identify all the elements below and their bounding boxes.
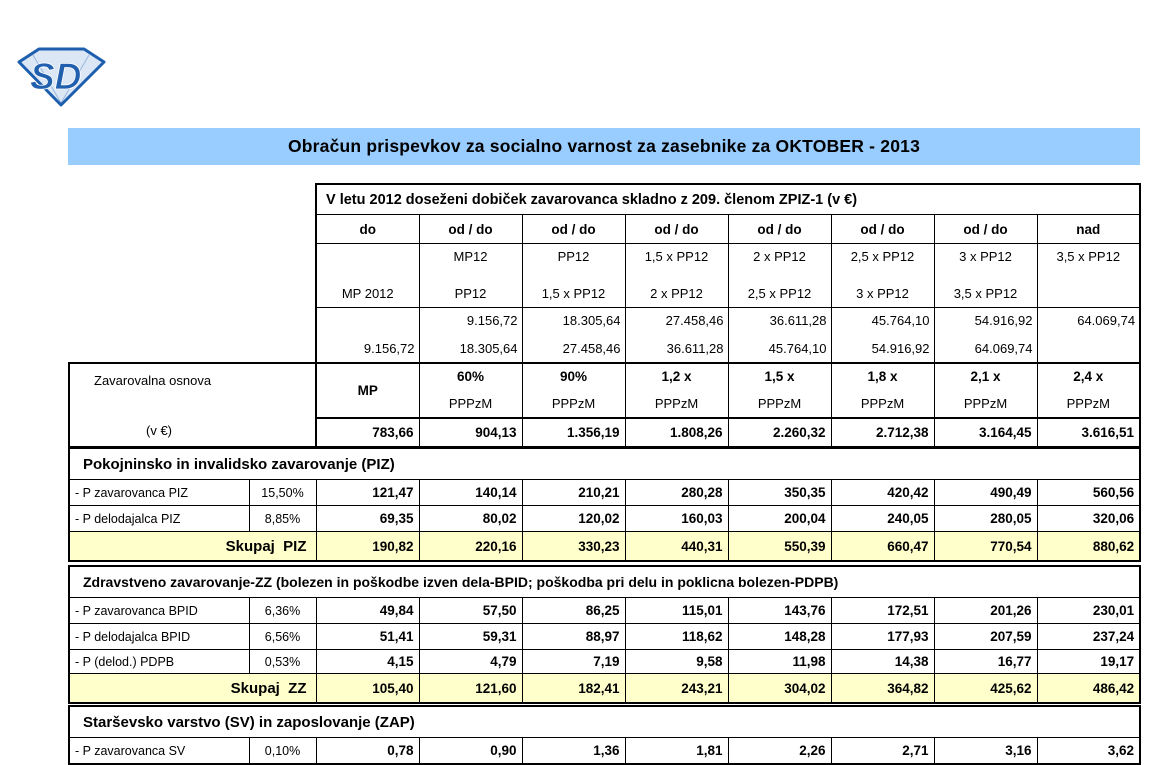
- row-label: - P delodajalca PIZ: [69, 506, 249, 532]
- bound-value-cell: 64.069,74: [1037, 308, 1140, 364]
- base-name-cell: 60% PPPzM: [419, 363, 522, 418]
- base-row-label-line2: (v €): [146, 422, 172, 438]
- value-cell: 2,26: [728, 738, 831, 765]
- value-cell: 115,01: [625, 598, 728, 624]
- value-cell: 420,42: [831, 480, 934, 506]
- value-cell: 237,24: [1037, 624, 1140, 650]
- value-cell: 177,93: [831, 624, 934, 650]
- value-cell: 280,05: [934, 506, 1037, 532]
- value-cell: 0,78: [316, 738, 419, 765]
- base-name-cell: 1,5 x PPPzM: [728, 363, 831, 418]
- row-label: - P (delod.) PDPB: [69, 650, 249, 674]
- value-cell: 280,28: [625, 480, 728, 506]
- total-value-cell: 660,47: [831, 532, 934, 562]
- range-header: nad: [1037, 215, 1140, 244]
- value-cell: 88,97: [522, 624, 625, 650]
- base-name-cell: 2,1 x PPPzM: [934, 363, 1037, 418]
- value-cell: 120,02: [522, 506, 625, 532]
- rate-cell: 15,50%: [249, 480, 316, 506]
- base-name-cell: MP: [316, 363, 419, 418]
- value-cell: 11,98: [728, 650, 831, 674]
- company-logo: [15, 45, 108, 108]
- bound-name-cell: 1,5 x PP12 2 x PP12: [625, 244, 728, 308]
- total-value-cell: 190,82: [316, 532, 419, 562]
- range-header: od / do: [522, 215, 625, 244]
- value-cell: 560,56: [1037, 480, 1140, 506]
- row-label: - P delodajalca BPID: [69, 624, 249, 650]
- base-value-cell: 1.356,19: [522, 418, 625, 447]
- value-cell: 210,21: [522, 480, 625, 506]
- base-value-cell: 3.616,51: [1037, 418, 1140, 447]
- value-cell: 9,58: [625, 650, 728, 674]
- total-value-cell: 220,16: [419, 532, 522, 562]
- total-value-cell: 486,42: [1037, 674, 1140, 704]
- bound-value-cell: 45.764,10 54.916,92: [831, 308, 934, 364]
- total-value-cell: 121,60: [419, 674, 522, 704]
- threshold-table: [68, 183, 1141, 448]
- bound-name-cell: PP12 1,5 x PP12: [522, 244, 625, 308]
- page-title: Obračun prispevkov za socialno varnost za zasebnike za OKTOBER - 2013: [68, 128, 1140, 165]
- total-label: Skupaj PIZ: [69, 532, 316, 562]
- threshold-table-title: V letu 2012 doseženi dobiček zavarovanca skladno z 209. členom ZPIZ-1 (v €): [316, 184, 1140, 215]
- value-cell: 69,35: [316, 506, 419, 532]
- value-cell: 230,01: [1037, 598, 1140, 624]
- section-title: Starševsko varstvo (SV) in zaposlovanje (ZAP): [69, 706, 1140, 738]
- value-cell: 143,76: [728, 598, 831, 624]
- value-cell: 57,50: [419, 598, 522, 624]
- total-value-cell: 440,31: [625, 532, 728, 562]
- rate-cell: 8,85%: [249, 506, 316, 532]
- value-cell: 86,25: [522, 598, 625, 624]
- value-cell: 350,35: [728, 480, 831, 506]
- value-cell: 118,62: [625, 624, 728, 650]
- value-cell: 240,05: [831, 506, 934, 532]
- base-name-cell: 2,4 x PPPzM: [1037, 363, 1140, 418]
- bound-value-cell: 27.458,46 36.611,28: [625, 308, 728, 364]
- bound-value-cell: 18.305,64 27.458,46: [522, 308, 625, 364]
- range-header: od / do: [625, 215, 728, 244]
- value-cell: 19,17: [1037, 650, 1140, 674]
- bound-name-cell: 2 x PP12 2,5 x PP12: [728, 244, 831, 308]
- spacer-cell: [69, 244, 316, 308]
- value-cell: 148,28: [728, 624, 831, 650]
- total-label: Skupaj ZZ: [69, 674, 316, 704]
- bound-name-cell: MP12 PP12: [419, 244, 522, 308]
- total-value-cell: 182,41: [522, 674, 625, 704]
- range-header: od / do: [934, 215, 1037, 244]
- value-cell: 172,51: [831, 598, 934, 624]
- total-value-cell: 880,62: [1037, 532, 1140, 562]
- value-cell: 3,62: [1037, 738, 1140, 765]
- rate-cell: 6,56%: [249, 624, 316, 650]
- value-cell: 1,36: [522, 738, 625, 765]
- range-header: od / do: [831, 215, 934, 244]
- value-cell: 59,31: [419, 624, 522, 650]
- row-label: - P zavarovanca BPID: [69, 598, 249, 624]
- value-cell: 207,59: [934, 624, 1037, 650]
- bound-value-cell: 54.916,92 64.069,74: [934, 308, 1037, 364]
- logo-letters: SD: [30, 56, 82, 97]
- range-header: od / do: [728, 215, 831, 244]
- bound-name-cell: 2,5 x PP12 3 x PP12: [831, 244, 934, 308]
- rate-cell: 0,53%: [249, 650, 316, 674]
- base-row-label-cell: [69, 363, 316, 447]
- total-value-cell: 243,21: [625, 674, 728, 704]
- bound-value-cell: 36.611,28 45.764,10: [728, 308, 831, 364]
- value-cell: 4,79: [419, 650, 522, 674]
- value-cell: 0,90: [419, 738, 522, 765]
- value-cell: 1,81: [625, 738, 728, 765]
- range-header: do: [316, 215, 419, 244]
- total-value-cell: 770,54: [934, 532, 1037, 562]
- base-value-cell: 3.164,45: [934, 418, 1037, 447]
- bound-name-cell: 3 x PP12 3,5 x PP12: [934, 244, 1037, 308]
- value-cell: 4,15: [316, 650, 419, 674]
- total-value-cell: 425,62: [934, 674, 1037, 704]
- section-piz-table: [68, 447, 1141, 562]
- base-value-cell: 2.712,38: [831, 418, 934, 447]
- spacer-cell: [69, 215, 316, 244]
- value-cell: 160,03: [625, 506, 728, 532]
- section-title: Pokojninsko in invalidsko zavarovanje (PIZ): [69, 448, 1140, 480]
- base-name-cell: 90% PPPzM: [522, 363, 625, 418]
- value-cell: 490,49: [934, 480, 1037, 506]
- value-cell: 16,77: [934, 650, 1037, 674]
- base-name-cell: 1,2 x PPPzM: [625, 363, 728, 418]
- bound-name-cell: MP 2012: [316, 244, 419, 308]
- bound-value-cell: 9.156,72: [316, 308, 419, 364]
- value-cell: 201,26: [934, 598, 1037, 624]
- rate-cell: 6,36%: [249, 598, 316, 624]
- spacer-cell: [69, 308, 316, 364]
- section-title: Zdravstveno zavarovanje-ZZ (bolezen in poškodbe izven dela-BPID; poškodba pri delu in poklicna bolezen-PDPB): [69, 566, 1140, 598]
- range-header: od / do: [419, 215, 522, 244]
- total-value-cell: 304,02: [728, 674, 831, 704]
- base-value-cell: 2.260,32: [728, 418, 831, 447]
- value-cell: 51,41: [316, 624, 419, 650]
- total-value-cell: 105,40: [316, 674, 419, 704]
- value-cell: 200,04: [728, 506, 831, 532]
- value-cell: 121,47: [316, 480, 419, 506]
- value-cell: 14,38: [831, 650, 934, 674]
- bound-value-cell: 9.156,72 18.305,64: [419, 308, 522, 364]
- section-zz-table: [68, 565, 1141, 704]
- base-row-label-line1: Zavarovalna osnova: [94, 372, 212, 388]
- base-value-cell: 783,66: [316, 418, 419, 447]
- rate-cell: 0,10%: [249, 738, 316, 765]
- value-cell: 140,14: [419, 480, 522, 506]
- row-label: - P zavarovanca PIZ: [69, 480, 249, 506]
- base-value-cell: 904,13: [419, 418, 522, 447]
- value-cell: 2,71: [831, 738, 934, 765]
- row-label: - P zavarovanca SV: [69, 738, 249, 765]
- base-name-cell: 1,8 x PPPzM: [831, 363, 934, 418]
- value-cell: 49,84: [316, 598, 419, 624]
- spacer-cell: [69, 184, 316, 215]
- value-cell: 80,02: [419, 506, 522, 532]
- value-cell: 320,06: [1037, 506, 1140, 532]
- value-cell: 7,19: [522, 650, 625, 674]
- total-value-cell: 364,82: [831, 674, 934, 704]
- bound-name-cell: 3,5 x PP12: [1037, 244, 1140, 308]
- total-value-cell: 550,39: [728, 532, 831, 562]
- value-cell: 3,16: [934, 738, 1037, 765]
- total-value-cell: 330,23: [522, 532, 625, 562]
- base-value-cell: 1.808,26: [625, 418, 728, 447]
- section-sv-table: [68, 705, 1141, 765]
